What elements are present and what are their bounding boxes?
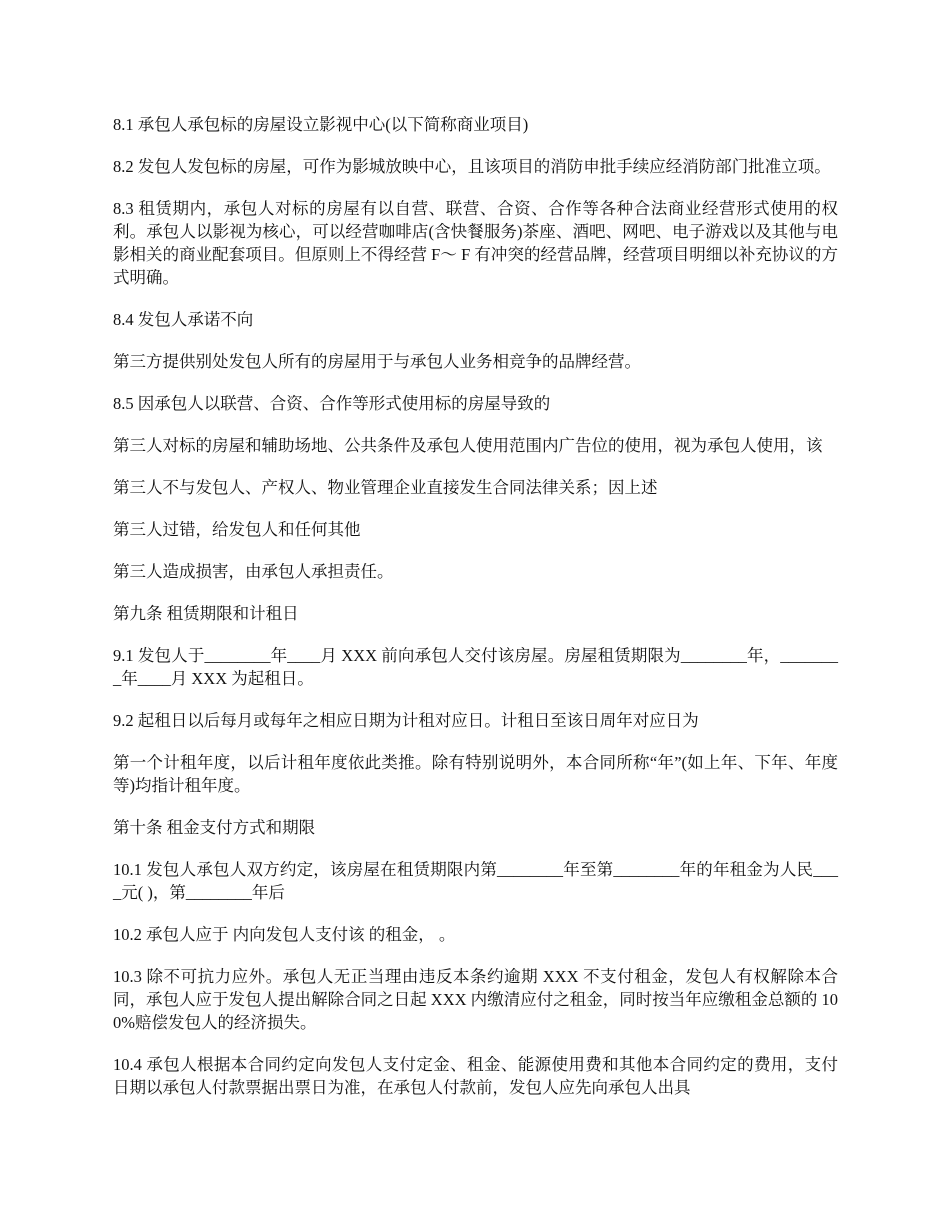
clause-8-1: 8.1 承包人承包标的房屋设立影视中心(以下简称商业项目) xyxy=(113,115,529,134)
clause-8-5-continued-3: 第三人过错，给发包人和任何其他 xyxy=(113,520,361,539)
clause-9-2-continued: 第一个计租年度，以后计租年度依此类推。除有特别说明外，本合同所称“年”(如上年、下年、年度等)均指计租年度。 xyxy=(113,753,838,795)
clause-8-5: 8.5 因承包人以联营、合资、合作等形式使用标的房屋导致的 xyxy=(113,394,551,413)
article-9-heading: 第九条 租赁期限和计租日 xyxy=(113,604,299,623)
clause-9-1: 9.1 发包人于________年____月 XXX 前向承包人交付该房屋。房屋租赁期限为________年，________年____月 XXX 为起租日。 xyxy=(113,646,838,688)
clause-8-5-continued-1: 第三人对标的房屋和辅助场地、公共条件及承包人使用范围内广告位的使用，视为承包人使用，该 xyxy=(113,436,823,455)
clause-8-2: 8.2 发包人发包标的房屋，可作为影城放映中心，且该项目的消防申批手续应经消防部门批准立项。 xyxy=(113,157,831,176)
clause-9-2: 9.2 起租日以后每月或每年之相应日期为计租对应日。计租日至该日周年对应日为 xyxy=(113,711,699,730)
clause-10-1: 10.1 发包人承包人双方约定，该房屋在租赁期限内第________年至第________年的年租金为人民____元( )，第________年后 xyxy=(113,860,838,902)
article-10-heading: 第十条 租金支付方式和期限 xyxy=(113,818,316,837)
clause-10-2: 10.2 承包人应于 内向发包人支付该 的租金， 。 xyxy=(113,925,456,944)
clause-8-4-continued: 第三方提供别处发包人所有的房屋用于与承包人业务相竞争的品牌经营。 xyxy=(113,352,641,371)
clause-8-5-continued-2: 第三人不与发包人、产权人、物业管理企业直接发生合同法律关系；因上述 xyxy=(113,478,658,497)
clause-8-5-continued-4: 第三人造成损害，由承包人承担责任。 xyxy=(113,562,394,581)
clause-8-3: 8.3 租赁期内，承包人对标的房屋有以自营、联营、合资、合作等各种合法商业经营形式使用的权利。承包人以影视为核心，可以经营咖啡店(含快餐服务)茶座、酒吧、网吧、电子游戏以及其他与电影相关的商业配套项目。但原则上不得经营 F～ F 有冲突的经营品牌，经营项目明细以补充协议的方式明确。 xyxy=(113,199,838,287)
clause-10-4: 10.4 承包人根据本合同约定向发包人支付定金、租金、能源使用费和其他本合同约定的费用，支付日期以承包人付款票据出票日为准，在承包人付款前，发包人应先向承包人出具 xyxy=(113,1055,838,1097)
clause-10-3: 10.3 除不可抗力应外。承包人无正当理由违反本条约逾期 XXX 不支付租金，发包人有权解除本合同，承包人应于发包人提出解除合同之日起 XXX 内缴清应付之租金，同时按当年应缴租金总额的 100%赔偿发包人的经济损失。 xyxy=(113,967,838,1032)
clause-8-4: 8.4 发包人承诺不向 xyxy=(113,310,254,329)
